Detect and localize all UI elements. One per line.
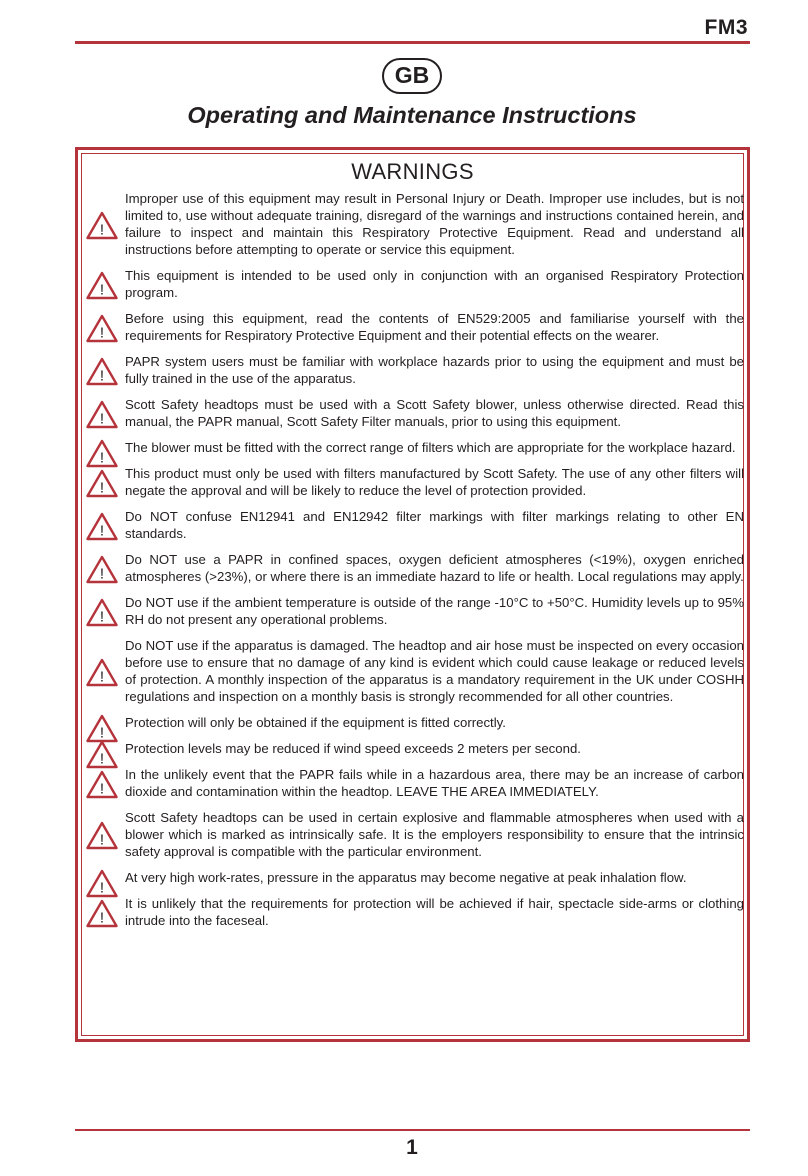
warning-triangle-icon — [86, 439, 118, 468]
warning-text: This equipment is intended to be used only in conjunction with an organised Respiratory Protection program. — [125, 268, 744, 300]
warning-triangle-icon — [86, 598, 118, 627]
warnings-box — [75, 147, 750, 1042]
warning-item — [84, 551, 744, 585]
warning-item — [84, 895, 744, 929]
warning-text: The blower must be fitted with the correct range of filters which are appropriate for the workplace hazard. — [125, 440, 736, 455]
warning-text: Do NOT confuse EN12941 and EN12942 filter markings with filter markings relating to other EN standards. — [125, 509, 744, 541]
svg-text:!: ! — [99, 668, 105, 685]
svg-text:!: ! — [99, 831, 105, 849]
warning-triangle-icon — [86, 740, 118, 769]
warning-triangle-icon — [86, 357, 118, 386]
warning-text: PAPR system users must be familiar with workplace hazards prior to using the equipment and must be fully trained in the use of the apparatus. — [125, 354, 744, 386]
warning-triangle-icon — [86, 314, 118, 343]
footer-divider — [75, 1129, 750, 1131]
svg-text:!: ! — [99, 281, 105, 298]
svg-text:!: ! — [99, 565, 105, 582]
warning-text: Do NOT use a PAPR in confined spaces, oxygen deficient atmospheres (<19%), oxygen enriched atmospheres (>23%), or where there is an immediate hazard to life or health. Local regulations may apply. — [125, 552, 744, 584]
warning-triangle-icon — [86, 512, 118, 541]
svg-text:!: ! — [99, 522, 105, 539]
warning-text: Do NOT use if the ambient temperature is outside of the range -10°C to +50°C. Humidity levels up to 95% RH do not present any operational problems. — [125, 595, 744, 627]
warning-item — [84, 714, 744, 742]
svg-text:!: ! — [99, 909, 105, 926]
warning-triangle-icon — [86, 211, 118, 240]
warning-text: Improper use of this equipment may result in Personal Injury or Death. Improper use includes, but is not limited to, use without adequate training, disregard of the warnings and instructions contained herein, and failure to inspect and maintain this Respiratory Protective Equipment. Read and understand all instructions before attempting to operate or service this equipment. — [125, 191, 744, 257]
warning-triangle-icon — [86, 869, 118, 898]
warning-item — [84, 637, 744, 705]
warning-text: In the unlikely event that the PAPR fails while in a hazardous area, there may be an increase of carbon dioxide and contamination within the headtop. LEAVE THE AREA IMMEDIATELY. — [125, 767, 744, 799]
warning-triangle-icon — [86, 658, 118, 687]
svg-text:!: ! — [99, 449, 105, 467]
warning-item — [84, 869, 744, 897]
warning-triangle-icon — [86, 899, 118, 928]
warnings-heading: WARNINGS — [351, 159, 474, 184]
warning-item — [84, 740, 744, 768]
warning-text: Protection levels may be reduced if wind speed exceeds 2 meters per second. — [125, 741, 581, 756]
document-title: Operating and Maintenance Instructions — [187, 102, 637, 128]
svg-text:!: ! — [99, 479, 105, 496]
svg-text:!: ! — [99, 879, 105, 897]
svg-text:!: ! — [99, 724, 105, 742]
page-number: 1 — [406, 1136, 418, 1159]
warning-list — [84, 190, 744, 938]
warning-text: Do NOT use if the apparatus is damaged. The headtop and air hose must be inspected on every occasion before use to ensure that no damage of any kind is evident which could cause leakage or reduced levels of protection. A monthly inspection of the apparatus is a mandatory requirement in the UK under COSHH regulations and inspection on a monthly basis is strongly recommended for all other countries. — [125, 638, 744, 704]
warning-triangle-icon — [86, 821, 118, 850]
warning-triangle-icon — [86, 271, 118, 300]
warning-item — [84, 396, 744, 430]
warning-text: Scott Safety headtops must be used with a Scott Safety blower, unless otherwise directed. Read this manual, the PAPR manual, Scott Safety Filter manuals, prior to using this equipment. — [125, 397, 744, 429]
warning-item — [84, 439, 744, 467]
svg-text:!: ! — [99, 750, 105, 768]
warning-triangle-icon — [86, 770, 118, 799]
svg-text:!: ! — [99, 324, 105, 341]
svg-text:!: ! — [99, 608, 105, 625]
warning-item — [84, 809, 744, 860]
svg-text:!: ! — [99, 780, 105, 797]
warning-text: Before using this equipment, read the contents of EN529:2005 and familiarise yourself with the requirements for Respiratory Protective Equipment and their potential effects on the wearer. — [125, 311, 744, 343]
warning-triangle-icon — [86, 400, 118, 429]
warning-text: This product must only be used with filters manufactured by Scott Safety. The use of any other filters will negate the approval and will be likely to reduce the level of protection provided. — [125, 466, 744, 498]
warning-triangle-icon — [86, 469, 118, 498]
warning-triangle-icon — [86, 555, 118, 584]
svg-text:!: ! — [99, 410, 105, 427]
svg-text:!: ! — [99, 367, 105, 384]
language-badge: GB — [382, 58, 442, 94]
header-divider — [75, 41, 750, 44]
warning-text: At very high work-rates, pressure in the apparatus may become negative at peak inhalation flow. — [125, 870, 687, 885]
warning-item — [84, 594, 744, 628]
warning-text: Scott Safety headtops can be used in certain explosive and flammable atmospheres when used with a blower which is marked as intrinsically safe. It is the employers responsibility to ensure that the intrinsic safety approval is compatible with the particular environment. — [125, 810, 744, 859]
warning-item — [84, 353, 744, 387]
warning-item — [84, 310, 744, 344]
warning-item — [84, 508, 744, 542]
warning-text: It is unlikely that the requirements for protection will be achieved if hair, spectacle side-arms or clothing intrude into the faceseal. — [125, 896, 744, 928]
warning-item — [84, 465, 744, 499]
svg-text:!: ! — [99, 221, 105, 238]
warning-item — [84, 190, 744, 258]
warning-item — [84, 267, 744, 301]
warning-text: Protection will only be obtained if the equipment is fitted correctly. — [125, 715, 506, 730]
model-code: FM3 — [704, 16, 748, 39]
warning-item — [84, 766, 744, 800]
warning-triangle-icon — [86, 714, 118, 743]
